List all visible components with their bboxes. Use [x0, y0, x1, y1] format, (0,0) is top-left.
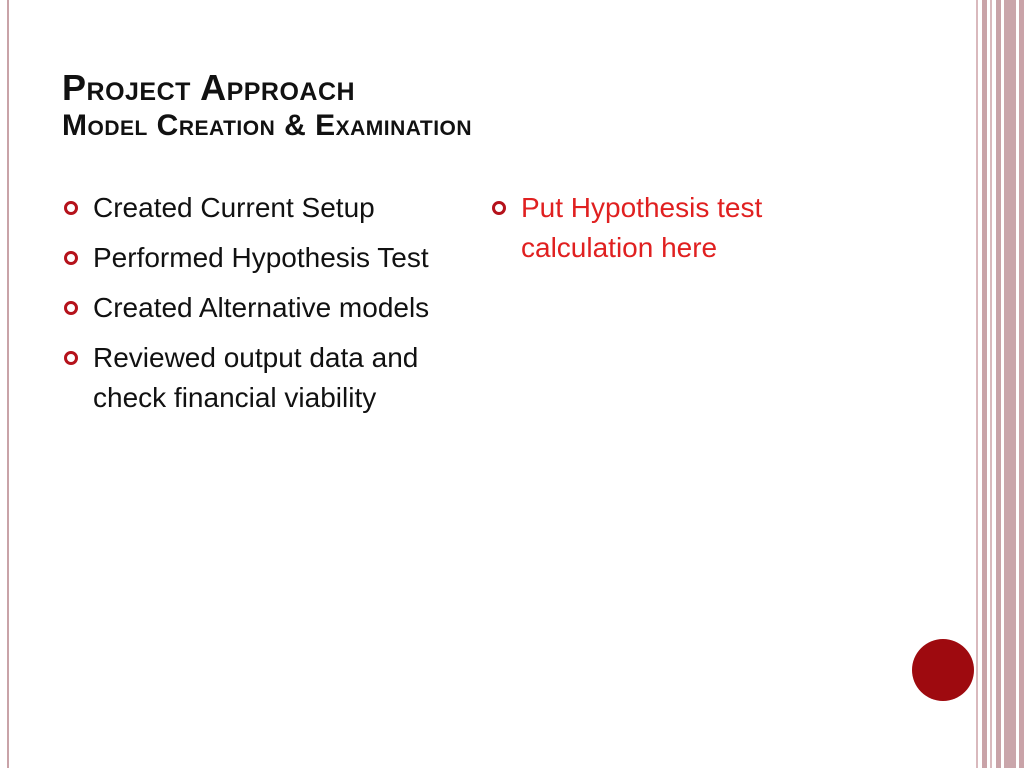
bullet-item: [62, 238, 452, 278]
ring-bullet-icon: [64, 251, 78, 265]
decorative-circle: [912, 639, 974, 701]
title-block: [62, 68, 962, 144]
bullet-item: [490, 188, 850, 268]
bullet-item: [62, 188, 452, 228]
bullet-item: [62, 288, 452, 328]
placeholder-note-text: Put Hypothesis test calculation here: [521, 192, 763, 263]
bullet-text: Reviewed output data and check financial viability: [93, 342, 419, 413]
right-decorative-stripes: [976, 0, 1024, 768]
slide-subtitle: Model Creation & Examination: [62, 109, 473, 142]
ring-bullet-icon: [492, 201, 506, 215]
left-border-line: [7, 0, 9, 768]
right-content-column: [490, 188, 850, 278]
right-bullet-list: [490, 188, 850, 268]
ring-bullet-icon: [64, 201, 78, 215]
left-content-column: [62, 188, 452, 428]
left-bullet-list: [62, 188, 452, 418]
slide-title: Project Approach: [62, 67, 356, 108]
bullet-item: [62, 338, 452, 418]
bullet-text: Created Alternative models: [93, 292, 430, 323]
ring-bullet-icon: [64, 351, 78, 365]
bullet-text: Performed Hypothesis Test: [93, 242, 429, 273]
ring-bullet-icon: [64, 301, 78, 315]
bullet-text: Created Current Setup: [93, 192, 375, 223]
